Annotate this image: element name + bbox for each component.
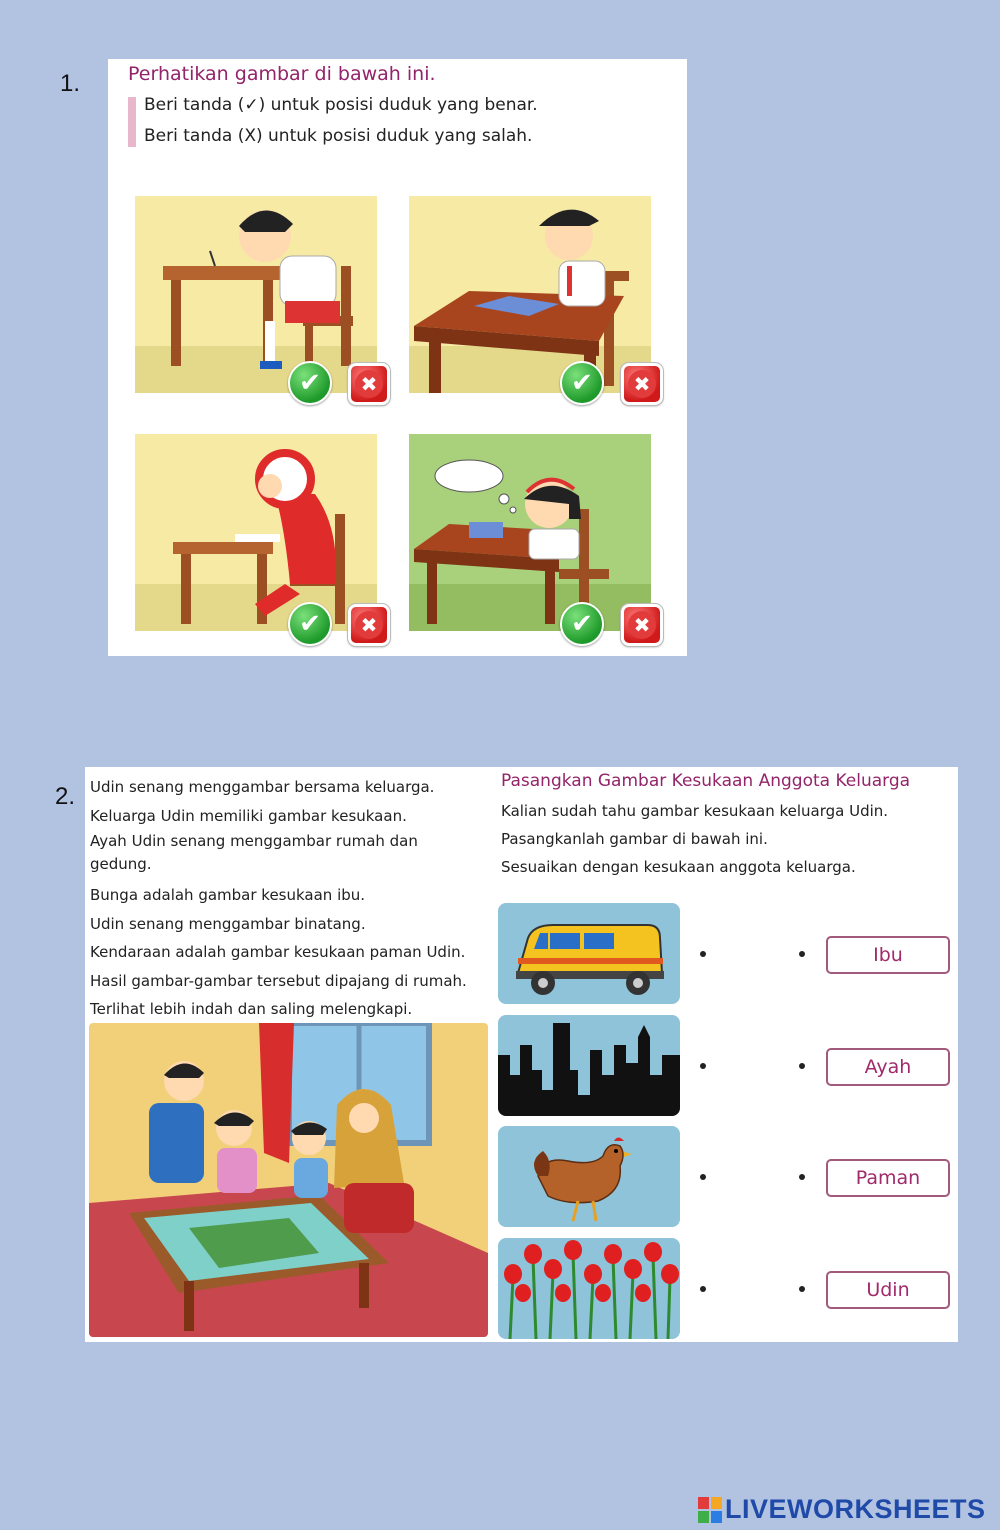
question-1-panel: [108, 59, 687, 656]
liveworksheets-logo-text: LIVEWORKSHEETS: [725, 1494, 986, 1524]
q1-instruction-1: Beri tanda (✓) untuk posisi duduk yang benar.: [144, 95, 538, 115]
check-button-picture-1[interactable]: ✔: [288, 361, 332, 405]
liveworksheets-logo-icon: [698, 1497, 722, 1523]
question-number-2: 2.: [55, 783, 76, 810]
story-line-2: Keluarga Udin memiliki gambar kesukaan.: [90, 806, 407, 825]
story-line-1: Udin senang menggambar bersama keluarga.: [90, 778, 435, 796]
match-dot-right-1[interactable]: [799, 951, 805, 957]
check-button-picture-2[interactable]: ✔: [560, 361, 604, 405]
picture-tulip-flowers: [498, 1238, 680, 1339]
match-dot-right-3[interactable]: [799, 1174, 805, 1180]
story-line-4: Bunga adalah gambar kesukaan ibu.: [90, 886, 366, 904]
word-box-udin[interactable]: Udin: [826, 1271, 950, 1309]
picture-girl-hijab: [135, 434, 377, 631]
picture-van: [498, 903, 680, 1004]
cross-button-picture-1[interactable]: [348, 363, 390, 405]
story-text: [90, 773, 485, 1024]
q2-instruction-2: Pasangkanlah gambar di bawah ini.: [501, 830, 768, 848]
word-box-paman[interactable]: Paman: [826, 1159, 950, 1197]
cross-icon: ✖: [355, 611, 383, 639]
cross-button-picture-3[interactable]: [348, 604, 390, 646]
q2-heading: Pasangkan Gambar Kesukaan Anggota Keluarga: [501, 771, 911, 791]
picture-boy-slouching: [135, 196, 377, 393]
family-drawing-illustration: [89, 1023, 488, 1337]
q2-instruction-3: Sesuaikan dengan kesukaan anggota keluarga.: [501, 858, 856, 876]
question-2-panel: [85, 767, 958, 1342]
q2-instruction-1: Kalian sudah tahu gambar kesukaan keluarga Udin.: [501, 802, 889, 820]
check-button-picture-3[interactable]: ✔: [288, 602, 332, 646]
liveworksheets-logo: [698, 1494, 986, 1525]
story-line-7: Hasil gambar-gambar tersebut dipajang di rumah.: [90, 971, 467, 990]
story-line-8: Terlihat lebih indah dan saling melengkapi.: [90, 1000, 413, 1018]
cross-icon: ✖: [355, 370, 383, 398]
match-dot-right-2[interactable]: [799, 1063, 805, 1069]
q1-title: Perhatikan gambar di bawah ini.: [128, 63, 436, 85]
q1-instruction-2: Beri tanda (X) untuk posisi duduk yang salah.: [144, 126, 533, 146]
cross-icon: ✖: [628, 370, 656, 398]
word-box-ibu[interactable]: Ibu: [826, 936, 950, 974]
cross-icon: ✖: [628, 611, 656, 639]
match-dot-left-3[interactable]: [700, 1174, 706, 1180]
check-button-picture-4[interactable]: ✔: [560, 602, 604, 646]
word-box-ayah[interactable]: Ayah: [826, 1048, 950, 1086]
match-dot-left-1[interactable]: [700, 951, 706, 957]
match-dot-right-4[interactable]: [799, 1286, 805, 1292]
cross-button-picture-4[interactable]: [621, 604, 663, 646]
match-dot-left-4[interactable]: [700, 1286, 706, 1292]
story-line-5: Udin senang menggambar binatang.: [90, 914, 366, 933]
question-number-1: 1.: [60, 70, 81, 97]
cross-button-picture-2[interactable]: [621, 363, 663, 405]
picture-boy-upright: [409, 196, 651, 393]
picture-girl-daydreaming: [409, 434, 651, 631]
match-dot-left-2[interactable]: [700, 1063, 706, 1069]
picture-city-skyline: [498, 1015, 680, 1116]
story-line-3: Ayah Udin senang menggambar rumah dan gedung.: [90, 832, 418, 873]
q1-accent-bar: [128, 97, 136, 147]
picture-chicken: [498, 1126, 680, 1227]
story-line-6: Kendaraan adalah gambar kesukaan paman Udin.: [90, 943, 466, 961]
